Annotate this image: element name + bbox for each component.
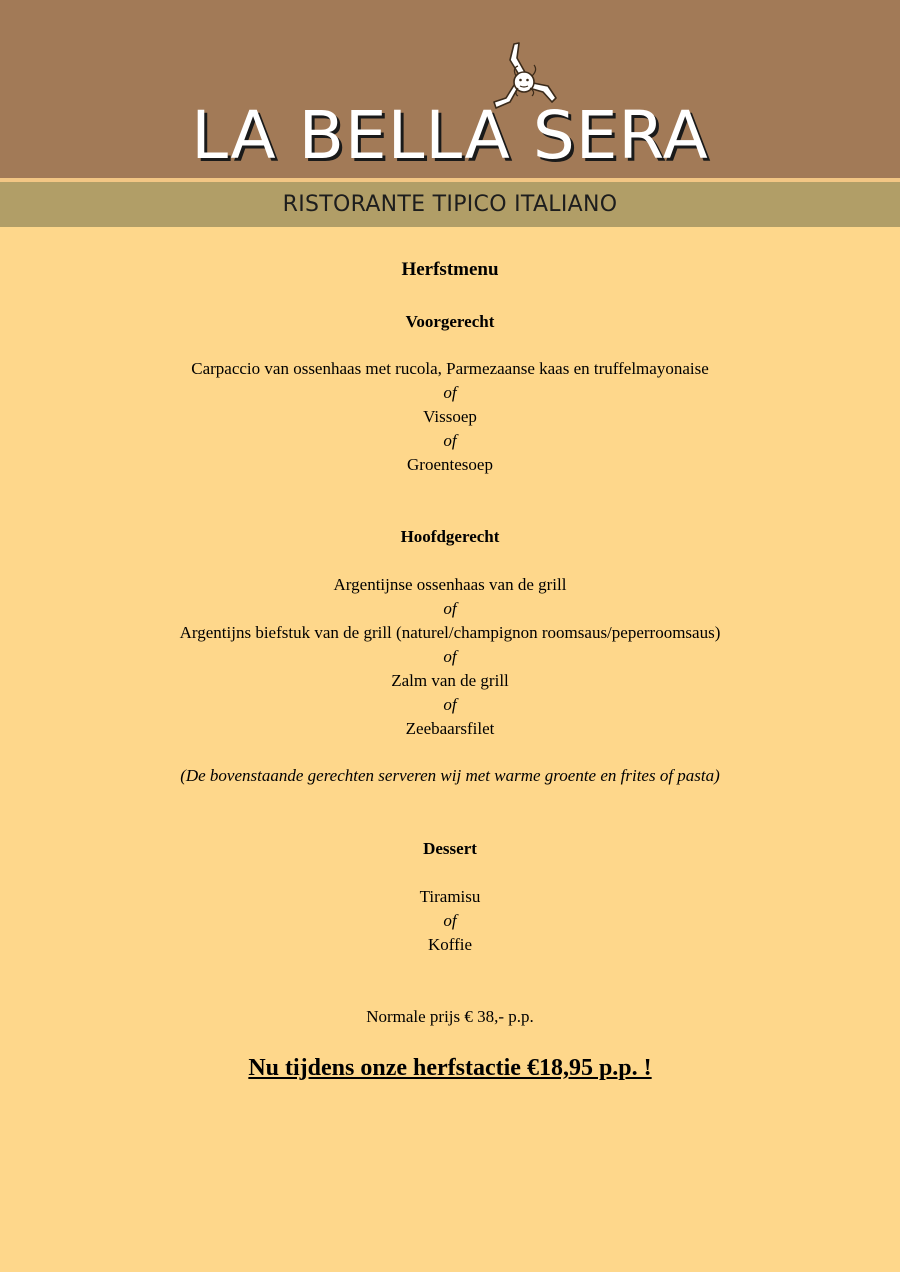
regular-price: Normale prijs € 38,- p.p. bbox=[366, 1007, 534, 1026]
or-separator: of bbox=[443, 647, 457, 666]
menu-item: Argentijnse ossenhaas van de grill bbox=[333, 575, 567, 594]
or-separator: of bbox=[443, 383, 457, 402]
promo-price: Nu tijdens onze herfstactie €18,95 p.p. ! bbox=[248, 1055, 652, 1081]
or-separator: of bbox=[443, 911, 457, 930]
menu-item: Tiramisu bbox=[419, 887, 481, 906]
serving-note: (De bovenstaande gerechten serveren wij met warme groente en frites of pasta) bbox=[180, 766, 720, 785]
or-separator: of bbox=[443, 431, 457, 450]
or-separator: of bbox=[443, 599, 457, 618]
starter-heading: Voorgerecht bbox=[405, 312, 495, 331]
dessert-heading: Dessert bbox=[423, 839, 477, 858]
menu-item: Vissoep bbox=[423, 407, 477, 426]
restaurant-tagline: RISTORANTE TIPICO ITALIANO bbox=[282, 192, 618, 217]
main-heading: Hoofdgerecht bbox=[400, 527, 500, 546]
menu-item: Zalm van de grill bbox=[391, 671, 509, 690]
menu-item: Argentijns biefstuk van de grill (naturel/champignon roomsaus/peperroomsaus) bbox=[179, 623, 721, 642]
or-separator: of bbox=[443, 695, 457, 714]
menu-title: Herfstmenu bbox=[401, 259, 499, 280]
menu-item: Groentesoep bbox=[407, 455, 493, 474]
restaurant-name: LA BELLA SERA bbox=[191, 97, 709, 174]
menu-item: Carpaccio van ossenhaas met rucola, Parmezaanse kaas en truffelmayonaise bbox=[191, 359, 709, 378]
menu-item: Zeebaarsfilet bbox=[405, 719, 495, 738]
menu-item: Koffie bbox=[427, 935, 473, 954]
